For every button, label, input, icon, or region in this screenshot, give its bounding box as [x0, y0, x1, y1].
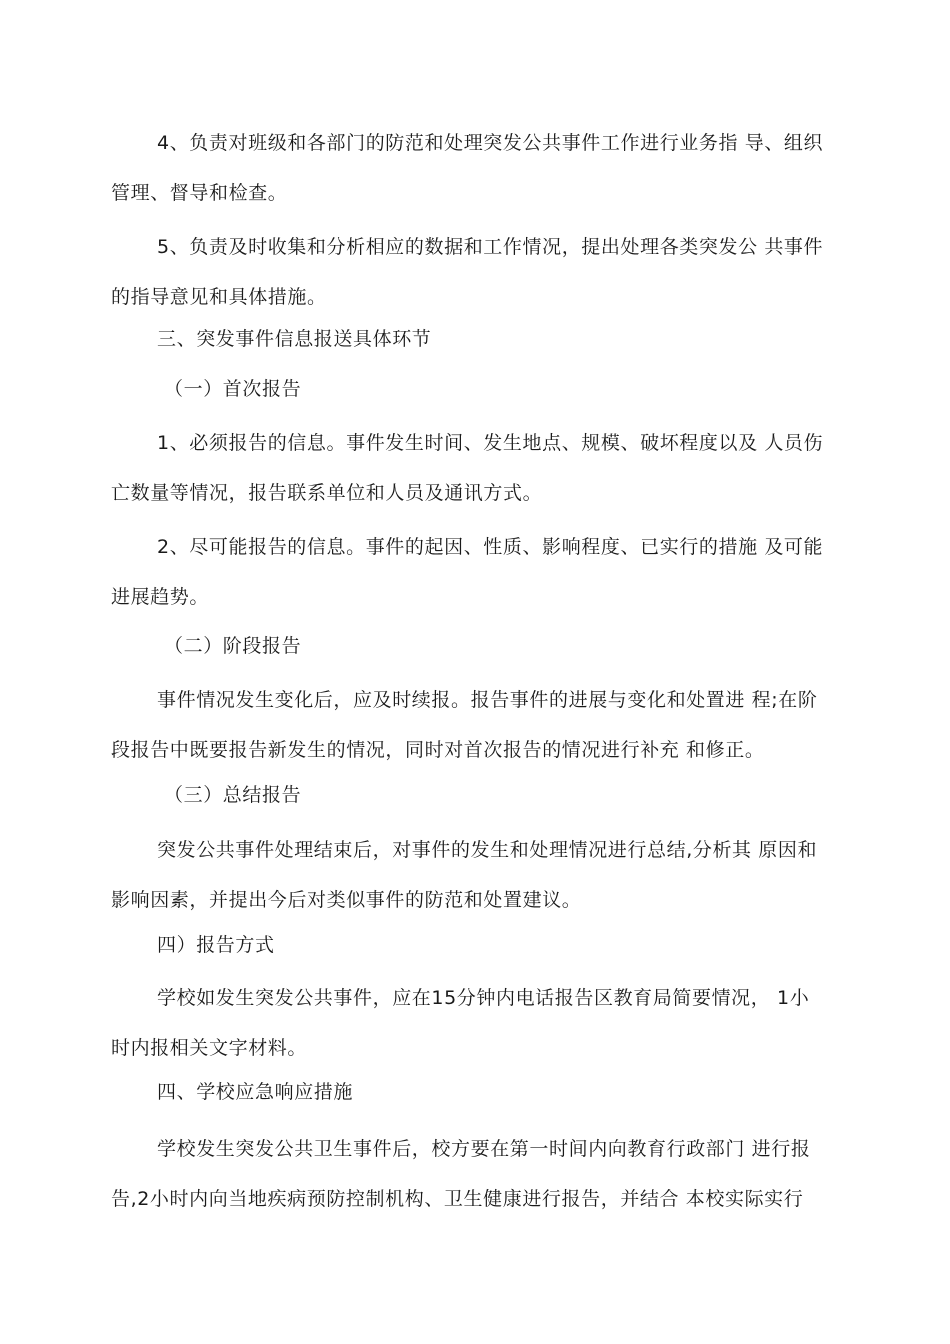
paragraph-line: 4、负责对班级和各部门的防范和处理突发公共事件工作进行业务指 导、组织 [157, 132, 824, 154]
section-heading-4: 四、学校应急响应措施 [157, 1081, 354, 1103]
paragraph-line: 管理、督导和检查。 [111, 182, 288, 204]
paragraph-line: 2、尽可能报告的信息。事件的起因、性质、影响程度、已实行的措施 及可能 [157, 536, 824, 558]
paragraph-line: 进展趋势。 [111, 586, 210, 608]
paragraph-line: 的指导意见和具体措施。 [111, 286, 327, 308]
subsection-heading-report-method: 四）报告方式 [157, 934, 275, 956]
paragraph-line: 亡数量等情况，报告联系单位和人员及通讯方式。 [111, 482, 543, 504]
paragraph-report-method [111, 973, 851, 1073]
subsection-heading-summary-report: （三）总结报告 [164, 784, 302, 806]
paragraph-stage-report [111, 675, 851, 775]
paragraph-required-info [111, 418, 851, 518]
paragraph-line: 段报告中既要报告新发生的情况，同时对首次报告的情况进行补充 和修正。 [111, 739, 765, 761]
paragraph-item-5 [111, 222, 851, 322]
paragraph-optional-info [111, 522, 851, 622]
paragraph-line: 告,2小时内向当地疾病预防控制机构、卫生健康进行报告，并结合 本校实际实行 [111, 1188, 804, 1210]
paragraph-summary-report [111, 825, 851, 925]
section-heading-3: 三、突发事件信息报送具体环节 [157, 328, 432, 350]
paragraph-item-4 [111, 118, 851, 218]
paragraph-line: 影响因素，并提出今后对类似事件的防范和处置建议。 [111, 889, 582, 911]
paragraph-line: 5、负责及时收集和分析相应的数据和工作情况，提出处理各类突发公 共事件 [157, 236, 824, 258]
paragraph-line: 1、必须报告的信息。事件发生时间、发生地点、规模、破坏程度以及 人员伤 [157, 432, 824, 454]
paragraph-line: 时内报相关文字材料。 [111, 1037, 308, 1059]
paragraph-emergency-response [111, 1124, 851, 1224]
paragraph-line: 学校发生突发公共卫生事件后，校方要在第一时间内向教育行政部门 进行报 [157, 1138, 811, 1160]
paragraph-line: 突发公共事件处理结束后，对事件的发生和处理情况进行总结,分析其 原因和 [157, 839, 818, 861]
paragraph-line: 事件情况发生变化后，应及时续报。报告事件的进展与变化和处置进 程;在阶 [157, 689, 818, 711]
paragraph-line: 学校如发生突发公共事件，应在15分钟内电话报告区教育局简要情况， 1小 [157, 987, 810, 1009]
subsection-heading-stage-report: （二）阶段报告 [164, 635, 302, 657]
subsection-heading-first-report: （一）首次报告 [164, 378, 302, 400]
